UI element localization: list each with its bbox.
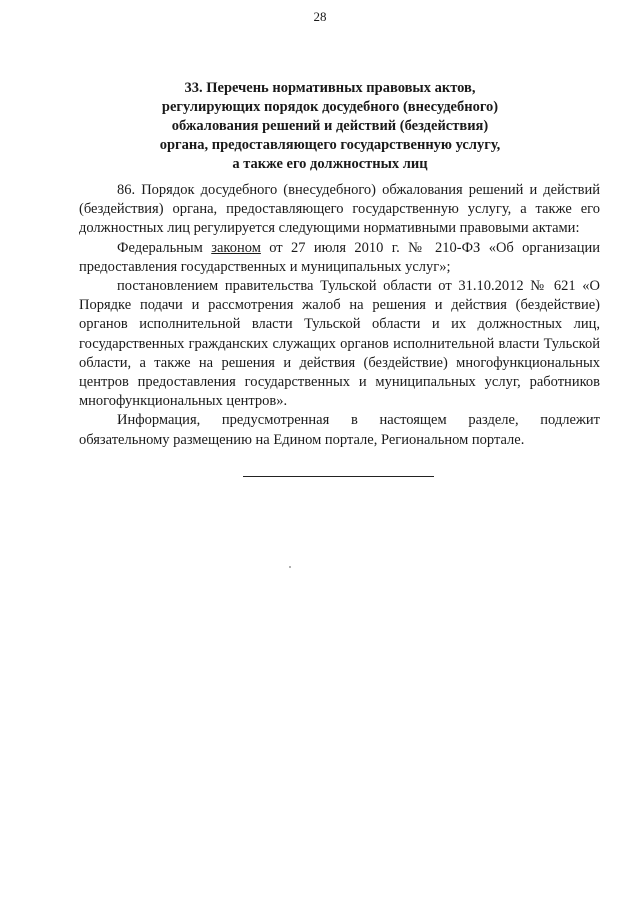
paragraph-86: 86. Порядок досудебного (внесудебного) обжалования решений и действий (бездействия) органа, предоставляющего государственную услугу, а также его должностных лиц регулируется следующими нормативными правовыми актами:: [79, 182, 600, 237]
page-number: 28: [313, 9, 327, 24]
heading-line-5: а также его должностных лиц: [232, 156, 428, 172]
paragraph-publication-info: Информация, предусмотренная в настоящем разделе, подлежит обязательному размещению на Едином портале, Региональном портале.: [79, 412, 600, 448]
document-body: [79, 181, 600, 450]
federal-law-text-before: Федеральным: [117, 239, 212, 256]
federal-law-text-after: от 27 июля 2010 г. № 210-ФЗ «Об организации предоставления государственных и муниципальных услуг»;: [79, 239, 601, 275]
paragraph-tula-resolution: постановлением правительства Тульской области от 31.10.2012 № 621 «О Порядке подачи и рассмотрения жалоб на решения и действия (бездействие) органов исполнительной власти Тульской области и их должностных лиц, государственных гражданских служащих органов исполнительной власти Тульской области, а также на решения и действия (бездействие) многофункциональных центров предоставления государственных и муниципальных услуг, работников многофункциональных центров».: [79, 278, 600, 410]
heading-line-4: органа, предоставляющего государственную услугу,: [159, 137, 501, 153]
heading-line-1: 33. Перечень нормативных правовых актов,: [184, 80, 476, 96]
heading-line-2: регулирующих порядок досудебного (внесудебного): [161, 99, 499, 115]
section-heading: [120, 79, 540, 174]
heading-line-3: обжалования решений и действий (бездействия): [171, 118, 489, 134]
paragraph-federal-law: [79, 239, 600, 277]
end-separator-line: [243, 476, 434, 477]
law-link[interactable]: законом: [211, 239, 261, 256]
scan-speck: [289, 566, 291, 568]
